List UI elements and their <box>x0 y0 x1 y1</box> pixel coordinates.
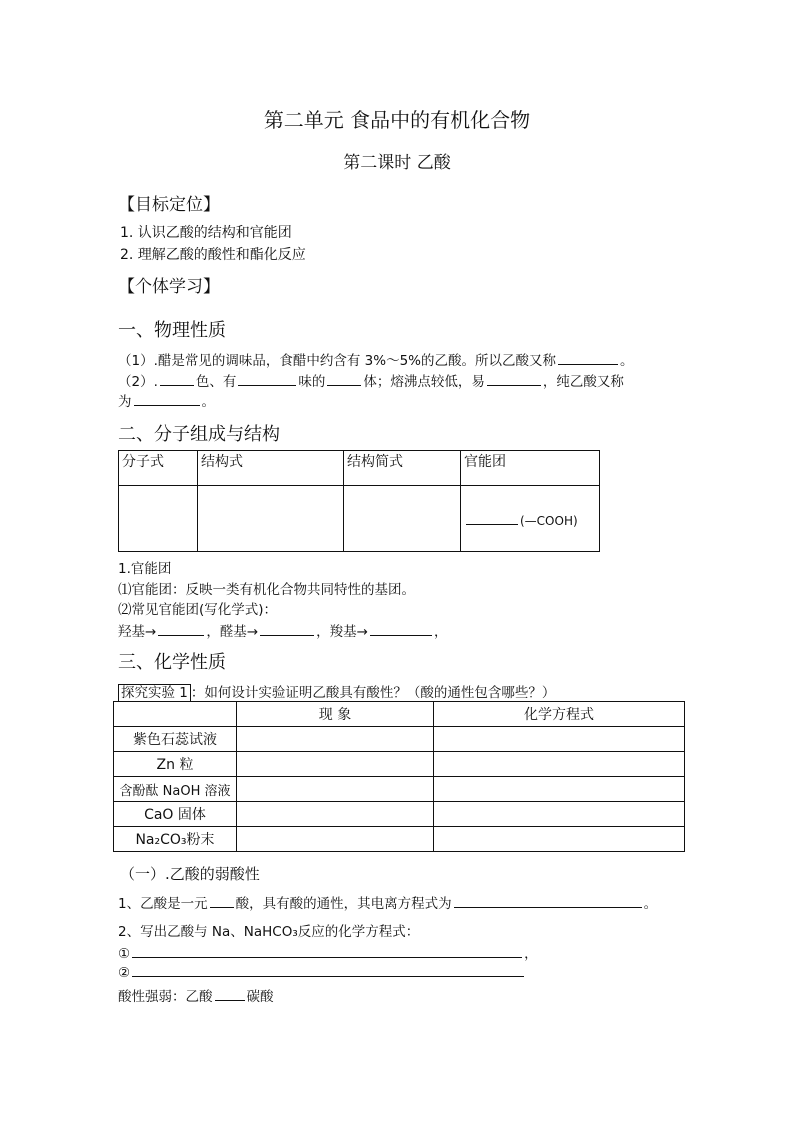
exp-row-naoh: 含酚酞 NaOH 溶液 <box>114 777 237 802</box>
header-functional-group: 官能团 <box>461 451 600 486</box>
page-title: 第二单元 食品中的有机化合物 <box>263 108 531 132</box>
fg-title: 1.官能团 <box>118 561 172 577</box>
chemical-heading: 三、化学性质 <box>118 652 226 673</box>
physical-line-2 <box>118 370 624 390</box>
blank-color[interactable] <box>160 371 194 386</box>
acidity-comparison <box>118 985 274 1005</box>
cell-phenomenon[interactable] <box>237 727 434 752</box>
exp-header-equation: 化学方程式 <box>434 702 685 727</box>
blank-state[interactable] <box>327 371 361 386</box>
blank-carboxyl-name[interactable] <box>466 510 518 525</box>
blank-hydroxyl[interactable] <box>158 621 204 636</box>
experiment-label: 探究实验 1 <box>118 684 191 702</box>
weak-acid-line-2: 2、写出乙酸与 Na、NaHCO₃反应的化学方程式： <box>118 924 420 940</box>
cell-structural[interactable] <box>198 486 344 552</box>
text-color: 色、有 <box>195 374 237 390</box>
text-ionization: 酸，具有酸的通性，其电离方程式为 <box>235 896 452 912</box>
physical-heading: 一、物理性质 <box>118 320 226 341</box>
exp-row-litmus: 紫色石蕊试液 <box>114 727 237 752</box>
cell-simplified[interactable] <box>344 486 461 552</box>
cell-equation[interactable] <box>434 752 685 777</box>
blank-smell[interactable] <box>238 371 296 386</box>
cell-phenomenon[interactable] <box>237 752 434 777</box>
arrow-icon: → <box>145 624 157 640</box>
exp-header-blank <box>114 702 237 727</box>
exp-header-phenomenon: 现 象 <box>237 702 434 727</box>
blank-ionization-equation[interactable] <box>454 893 642 908</box>
goals-heading: 【目标定位】 <box>118 195 220 215</box>
header-simplified: 结构简式 <box>344 451 461 486</box>
cell-equation[interactable] <box>434 777 685 802</box>
experiment-question: ：如何设计实验证明乙酸具有酸性？（酸的通性包含哪些？） <box>190 685 556 701</box>
goal-item-2: 2. 理解乙酸的酸性和酯化反应 <box>120 247 306 263</box>
text-hydroxyl: 羟基 <box>118 624 145 640</box>
blank-comparison[interactable] <box>215 986 245 1001</box>
study-heading: 【个体学习】 <box>118 277 220 297</box>
blank-equation-na[interactable] <box>132 943 522 958</box>
text-monobasic: 1、乙酸是一元 <box>118 896 208 912</box>
blank-vinegar-name[interactable] <box>558 350 618 365</box>
text-carbonic-acid: 碳酸 <box>246 989 274 1005</box>
cooh-formula: (—COOH) <box>520 513 578 528</box>
blank-aldehyde[interactable] <box>260 621 314 636</box>
arrow-icon: → <box>246 624 259 640</box>
equation-line-1 <box>118 942 538 962</box>
blank-acid-strength[interactable] <box>210 893 234 908</box>
cell-phenomenon[interactable] <box>237 777 434 802</box>
text-aldehyde: 醛基 <box>219 624 247 640</box>
period: 。 <box>620 353 634 369</box>
physical-line-3 <box>118 390 215 410</box>
blank-volatile[interactable] <box>487 371 541 386</box>
experiment-line <box>118 681 555 701</box>
fg-line-1: ⑴官能团：反映一类有机化合物共同特性的基团。 <box>118 582 415 598</box>
period: 。 <box>643 896 658 912</box>
text-pure: ，纯乙酸又称 <box>542 374 624 390</box>
comma: ， <box>524 946 538 962</box>
header-structural: 结构式 <box>198 451 344 486</box>
weak-acid-heading: （一）.乙酸的弱酸性 <box>120 865 260 883</box>
physical-line-1 <box>118 349 634 369</box>
weak-acid-line-1 <box>118 892 657 912</box>
arrow-icon: → <box>356 624 368 640</box>
equation-line-2 <box>118 962 526 981</box>
cell-equation[interactable] <box>434 802 685 827</box>
text-acetic-acid: 酸性强弱：乙酸 <box>118 989 213 1005</box>
cell-phenomenon[interactable] <box>237 802 434 827</box>
comma: ， <box>433 624 448 640</box>
text-smell: 味的 <box>298 374 326 390</box>
blank-carboxyl[interactable] <box>370 621 432 636</box>
blank-equation-nahco3[interactable] <box>132 962 524 977</box>
text-wei: 为 <box>118 394 132 410</box>
cell-equation[interactable] <box>434 827 685 852</box>
exp-row-cao: CaO 固体 <box>114 802 237 827</box>
comma: ， <box>206 624 220 640</box>
label-2: （2）. <box>118 374 158 390</box>
circle-one-icon: ① <box>118 946 131 962</box>
circle-two-icon: ② <box>118 965 131 981</box>
text-carboxyl: 羧基 <box>329 624 357 640</box>
comma: ， <box>316 624 330 640</box>
exp-row-na2co3: Na₂CO₃粉末 <box>114 827 237 852</box>
exp-row-zinc: Zn 粒 <box>114 752 237 777</box>
physical-line-1-text: （1）.醋是常见的调味品，食醋中约含有 3%～5%的乙酸。所以乙酸又称 <box>118 353 557 369</box>
fg-line-3 <box>118 620 447 640</box>
lesson-subtitle: 第二课时 乙酸 <box>343 153 451 173</box>
header-formula: 分子式 <box>119 451 198 486</box>
cell-equation[interactable] <box>434 727 685 752</box>
text-state: 体；熔沸点较低，易 <box>363 374 485 390</box>
cell-phenomenon[interactable] <box>237 827 434 852</box>
fg-line-2: ⑵常见官能团(写化学式)： <box>118 602 278 618</box>
period: 。 <box>201 394 215 410</box>
structure-table <box>118 450 600 552</box>
cell-formula[interactable] <box>119 486 198 552</box>
experiment-table <box>113 701 685 852</box>
structure-heading: 二、分子组成与结构 <box>118 424 280 445</box>
goal-item-1: 1. 认识乙酸的结构和官能团 <box>120 225 292 241</box>
cell-functional-group[interactable] <box>461 486 600 552</box>
blank-glacial[interactable] <box>134 391 200 406</box>
